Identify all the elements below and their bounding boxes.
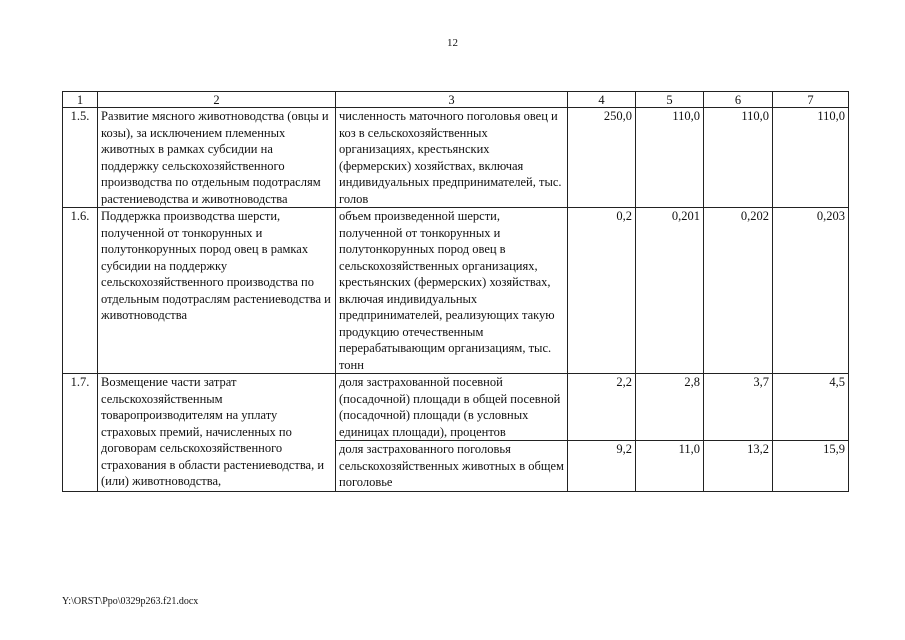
value-col-4: 250,0 — [568, 108, 636, 208]
value-col-5: 2,8 — [636, 374, 704, 441]
value-col-4: 9,2 — [568, 441, 636, 492]
value-col-5: 0,201 — [636, 208, 704, 374]
row-number: 1.7. — [63, 374, 98, 492]
header-col-1: 1 — [63, 92, 98, 108]
value-col-4: 0,2 — [568, 208, 636, 374]
header-col-4: 4 — [568, 92, 636, 108]
indicator-name: доля застрахованной посевной (посадочной) площади в общей посевной (посадочной) площади (в условных единицах площади), процентов — [336, 374, 568, 441]
table-row — [63, 374, 849, 441]
value-col-7: 0,203 — [773, 208, 849, 374]
row-number: 1.5. — [63, 108, 98, 208]
header-col-2: 2 — [98, 92, 336, 108]
indicators-table — [62, 91, 849, 492]
table-row — [63, 108, 849, 208]
table-row — [63, 208, 849, 374]
value-col-7: 110,0 — [773, 108, 849, 208]
header-col-7: 7 — [773, 92, 849, 108]
value-col-6: 0,202 — [704, 208, 773, 374]
value-col-6: 13,2 — [704, 441, 773, 492]
indicator-name: объем произведенной шерсти, полученной от тонкорунных и полутонкорунных пород овец в сельскохозяйственных организациях, крестьянских (фермерских) хозяйствах, включая индивидуальных предпринимателей, реализующих такую продукцию отечественным перерабатывающим организациям, тыс. тонн — [336, 208, 568, 374]
value-col-5: 110,0 — [636, 108, 704, 208]
value-col-6: 110,0 — [704, 108, 773, 208]
value-col-7: 4,5 — [773, 374, 849, 441]
measure-name: Поддержка производства шерсти, полученной от тонкорунных и полутонкорунных пород овец в рамках субсидии на поддержку сельскохозяйственного производства по отдельным подотраслям растениеводства и животноводства — [98, 208, 336, 374]
value-col-5: 11,0 — [636, 441, 704, 492]
measure-name: Развитие мясного животноводства (овцы и козы), за исключением племенных животных в рамках субсидии на поддержку сельскохозяйственного производства по отдельным подотраслям растениеводства и животноводства — [98, 108, 336, 208]
value-col-6: 3,7 — [704, 374, 773, 441]
value-col-7: 15,9 — [773, 441, 849, 492]
table-header-row — [63, 92, 849, 108]
header-col-6: 6 — [704, 92, 773, 108]
row-number: 1.6. — [63, 208, 98, 374]
value-col-4: 2,2 — [568, 374, 636, 441]
header-col-5: 5 — [636, 92, 704, 108]
document-path-footer: Y:\ORST\Ppo\0329p263.f21.docx — [62, 596, 199, 607]
indicator-name: численность маточного поголовья овец и коз в сельскохозяйственных организациях, крестьянских (фермерских) хозяйствах, включая индивидуальных предпринимателей, тыс. голов — [336, 108, 568, 208]
header-col-3: 3 — [336, 92, 568, 108]
indicator-name: доля застрахованного поголовья сельскохозяйственных животных в общем поголовье — [336, 441, 568, 492]
measure-name: Возмещение части затрат сельскохозяйственным товаропроизводителям на уплату страховых премий, начисленных по договорам сельскохозяйственного страхования в области растениеводства, и (или) животноводства, — [98, 374, 336, 492]
page-number: 12 — [447, 37, 458, 49]
